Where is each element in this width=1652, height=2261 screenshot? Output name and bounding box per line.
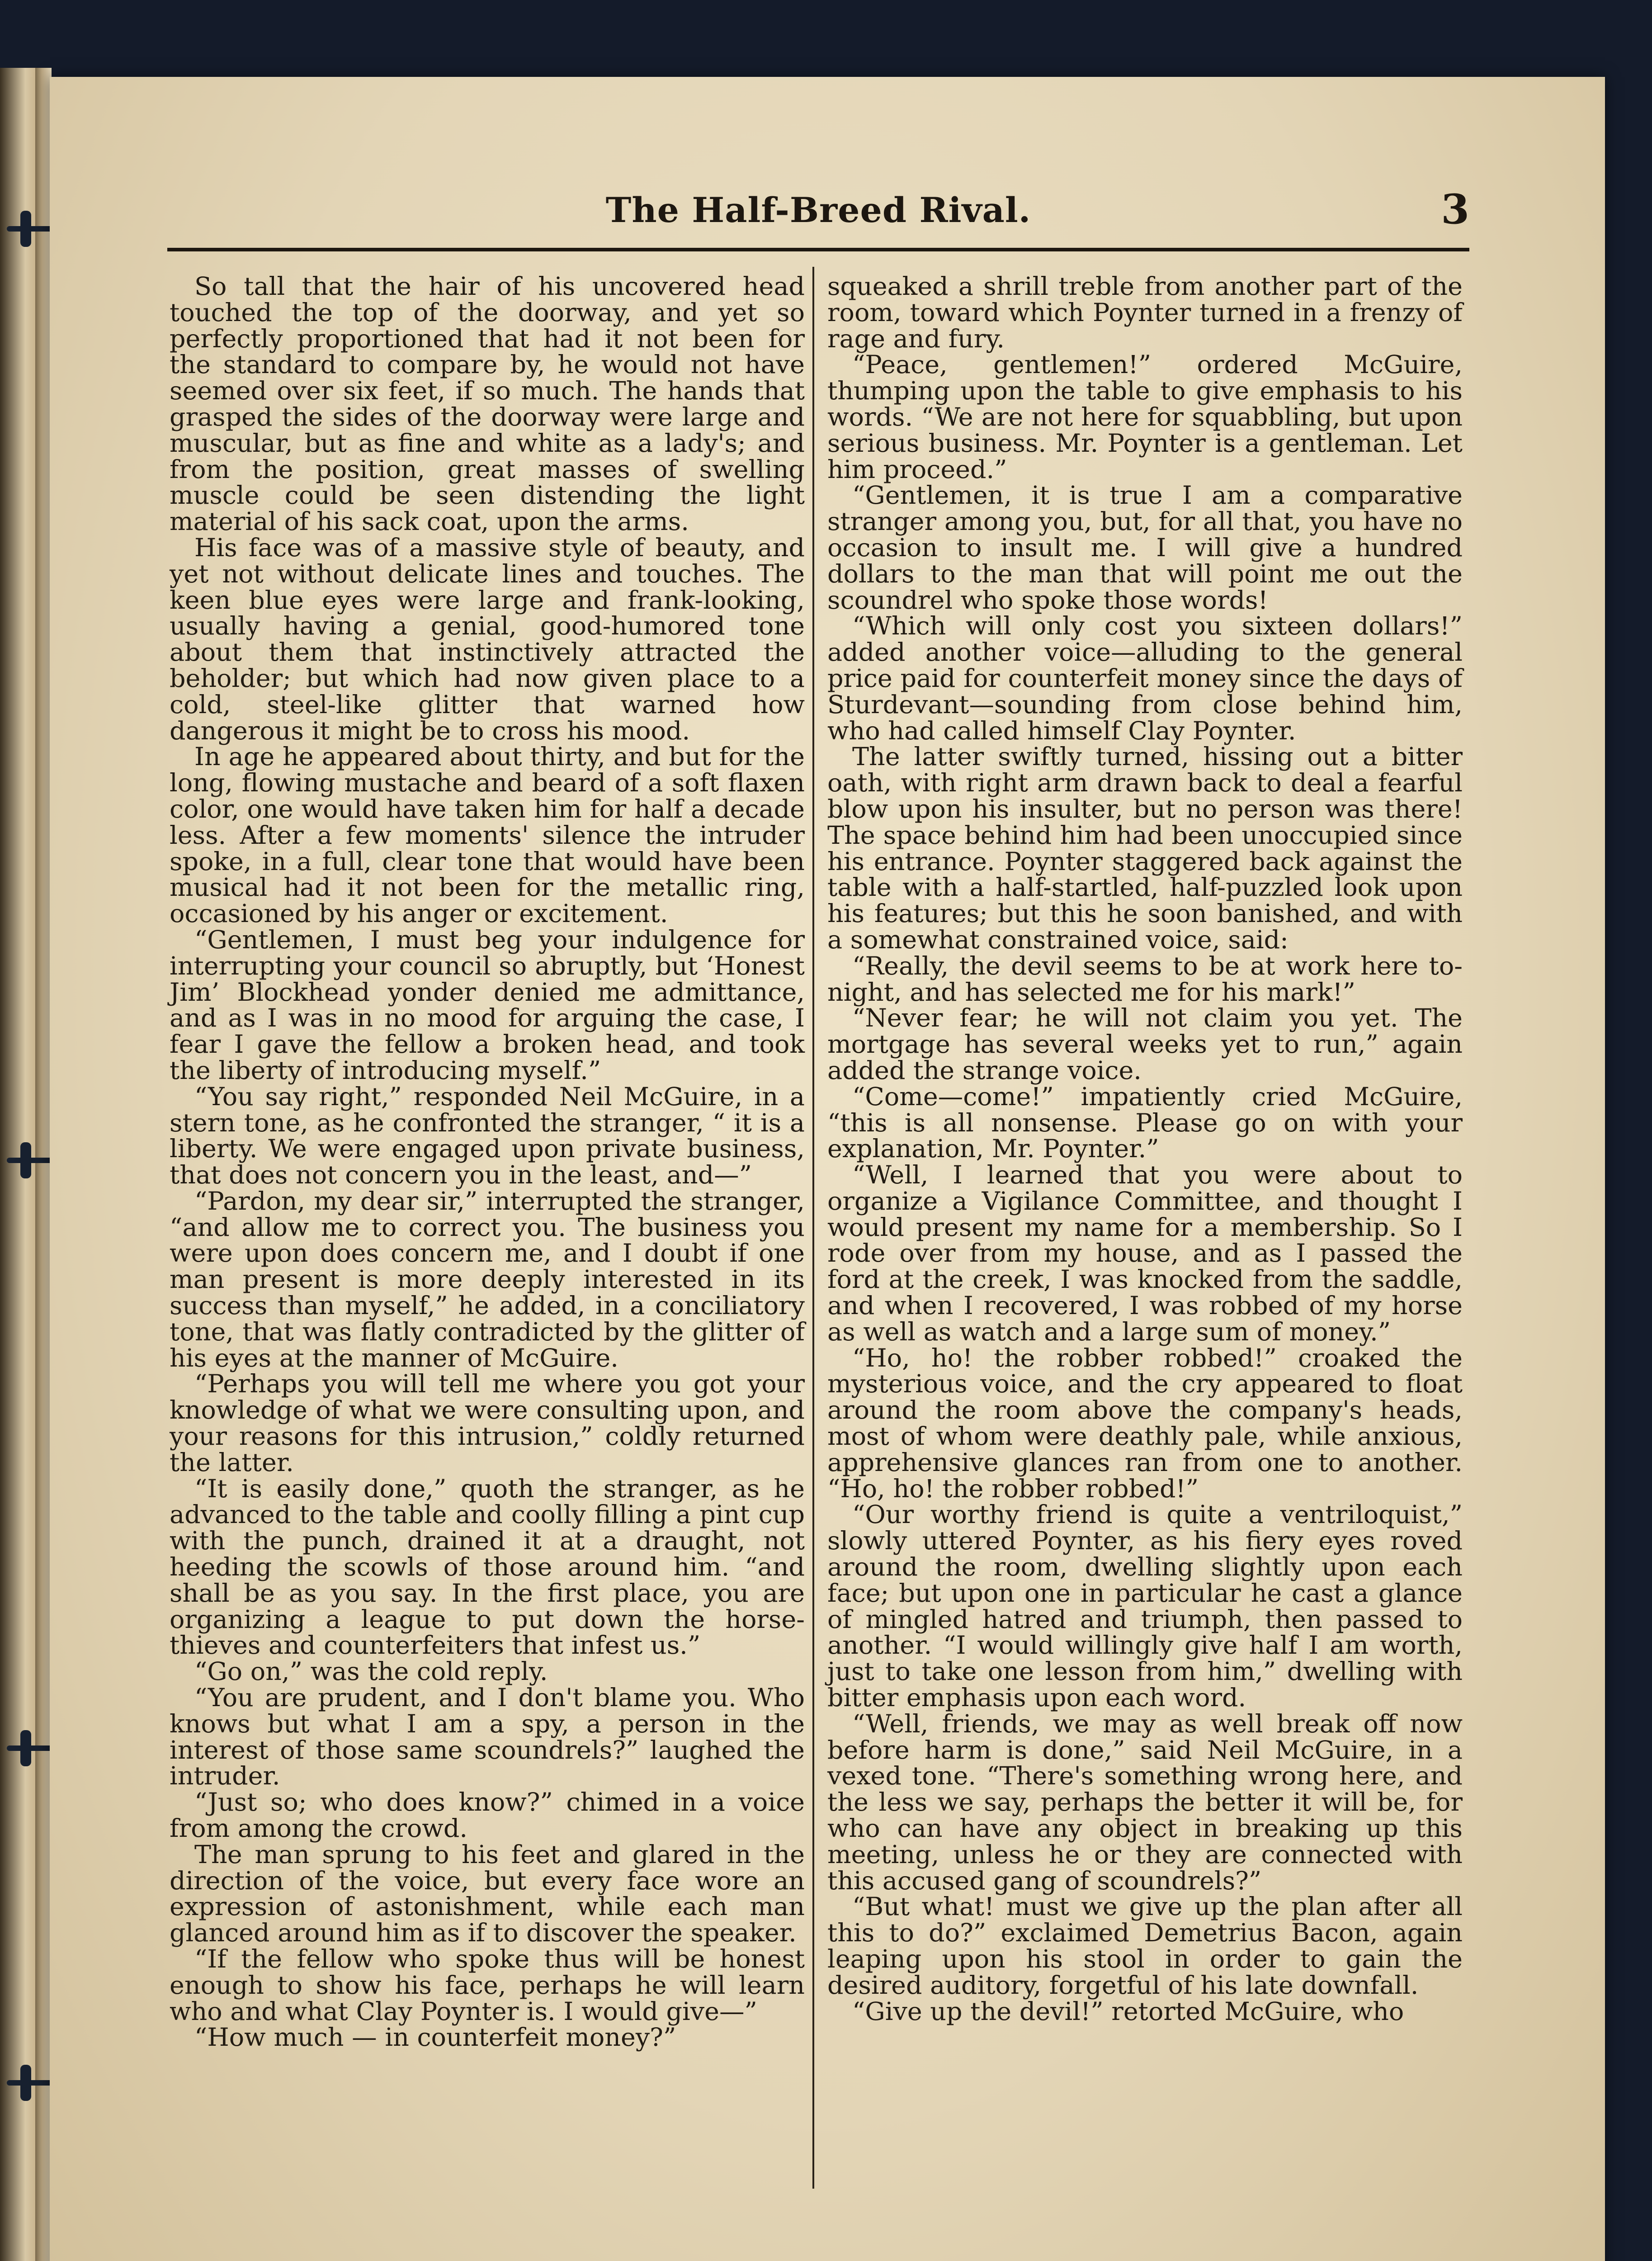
header-rule xyxy=(167,248,1469,251)
paragraph: “How much — in counterfeit money?” xyxy=(194,2023,676,2053)
binding-stitch xyxy=(7,1158,52,1163)
paragraph: “Pardon, my dear sir,” interrupted the stranger, “and allow me to correct you. The business you were upon does concern me, and I doubt if one man present is more deeply interested in its success than myself,” he added, in a conciliatory tone, that was flatly contradicted by the glitter of his eyes at the manner of McGuire. xyxy=(170,1186,805,1373)
binding-stitch xyxy=(7,226,52,232)
running-title: The Half-Breed Rival. xyxy=(605,190,1031,230)
paragraph: “You are prudent, and I don't blame you. Who knows but what I am a spy, a person in the interest of those same scoundrels?” laughed the intruder. xyxy=(170,1683,805,1791)
paragraph: “Go on,” was the cold reply. xyxy=(194,1657,548,1687)
right-column xyxy=(827,274,1463,2024)
paragraph: “Perhaps you will tell me where you got your knowledge of what we were consulting upon, and your reasons for this intrusion,” coldly returned the latter. xyxy=(170,1369,805,1477)
paragraph: The latter swiftly turned, hissing out a bitter oath, with right arm drawn back to deal a fearful blow upon his insulter, but no person was there! The space behind him had been unoccupied since his entrance. Poynter staggered back against the table with a half-startled, half-puzzled look upon his features; but this he soon banished, and with a somewhat constrained voice, said: xyxy=(827,742,1463,955)
paragraph: “Really, the devil seems to be at work here to-night, and has selected me for his mark!” xyxy=(827,951,1463,1007)
paragraph: His face was of a massive style of beauty, and yet not without delicate lines and touches. The keen blue eyes were large and frank-looking, usually having a genial, good-humored tone about them that instinctively attracted the beholder; but which had now given place to a cold, steel-like glitter that warned how dangerous it might be to cross his mood. xyxy=(170,533,805,746)
paragraph: “If the fellow who spoke thus will be honest enough to show his face, perhaps he will learn who and what Clay Poynter is. I would give—” xyxy=(170,1944,805,2026)
page-header xyxy=(167,181,1469,249)
paragraph: “Never fear; he will not claim you yet. The mortgage has several weeks yet to run,” again added the strange voice. xyxy=(827,1003,1463,1085)
paragraph: “You say right,” responded Neil McGuire, in a stern tone, as he confronted the stranger, “ it is a liberty. We were engaged upon private business, that does not concern you in the least, and—” xyxy=(170,1082,805,1190)
paragraph: “Peace, gentlemen!” ordered McGuire, thumping upon the table to give emphasis to his words. “We are not here for squabbling, but upon serious business. Mr. Poynter is a gentleman. Let him proceed.” xyxy=(827,350,1463,484)
column-rule xyxy=(812,267,814,2189)
paragraph: “Gentlemen, I must beg your indulgence for interrupting your council so abruptly, but ‘Honest Jim’ Blockhead yonder denied me admittance, and as I was in no mood for arguing the case, I fear I gave the fellow a broken head, and took the liberty of introducing myself.” xyxy=(170,925,805,1085)
paragraph: “Just so; who does know?” chimed in a voice from among the crowd. xyxy=(170,1788,805,1844)
paragraph: “But what! must we give up the plan after all this to do?” exclaimed Demetrius Bacon, again leaping upon his stool in order to gain the desired auditory, forgetful of his late downfall. xyxy=(827,1892,1463,2000)
paragraph: “It is easily done,” quoth the stranger, as he advanced to the table and coolly filling a pint cup with the punch, drained it at a draught, not heeding the scowls of those around him. “and shall be as you say. In the first place, you are organizing a league to put down the horse-thieves and counterfeiters that infest us.” xyxy=(170,1474,805,1660)
page-number: 3 xyxy=(1441,185,1469,233)
paragraph: In age he appeared about thirty, and but for the long, flowing mustache and beard of a soft flaxen color, one would have taken him for half a decade less. After a few moments' silence the intruder spoke, in a full, clear tone that would have been musical had it not been for the metallic ring, occasioned by his anger or excitement. xyxy=(170,742,805,929)
binding-spine xyxy=(35,68,52,2261)
binding-stitch xyxy=(7,2080,52,2086)
paragraph: The man sprung to his feet and glared in the direction of the voice, but every face wore an expression of astonishment, while each man glanced around him as if to discover the speaker. xyxy=(170,1840,805,1948)
paragraph: “Which will only cost you sixteen dollars!” added another voice—alluding to the general price paid for counterfeit money since the days of Sturdevant—sounding from close behind him, who had called himself Clay Poynter. xyxy=(827,611,1463,746)
left-column xyxy=(170,274,805,2051)
paragraph: “Gentlemen, it is true I am a comparative stranger among you, but, for all that, you have no occasion to insult me. I will give a hundred dollars to the man that will point me out the scoundrel who spoke those words! xyxy=(827,481,1463,615)
paragraph: “Well, friends, we may as well break off now before harm is done,” said Neil McGuire, in a vexed tone. “There's something wrong here, and the less we say, perhaps the better it will be, for who can have any object in breaking up this meeting, unless he or they are connected with this accused gang of scoundrels?” xyxy=(827,1709,1463,1896)
paragraph: squeaked a shrill treble from another part of the room, toward which Poynter turned in a frenzy of rage and fury. xyxy=(827,272,1463,354)
paragraph: So tall that the hair of his uncovered head touched the top of the doorway, and yet so perfectly proportioned that had it not been for the standard to compare by, he would not have seemed over six feet, if so much. The hands that grasped the sides of the doorway were large and muscular, but as fine and white as a lady's; and from the position, great masses of swelling muscle could be seen distending the light material of his sack coat, upon the arms. xyxy=(170,272,805,537)
paragraph: “Well, I learned that you were about to organize a Vigilance Committee, and thought I would present my name for a membership. So I rode over from my house, and as I passed the ford at the creek, I was knocked from the saddle, and when I recovered, I was robbed of my horse as well as watch and a large sum of money.” xyxy=(827,1160,1463,1347)
paragraph: “Our worthy friend is quite a ventriloquist,” slowly uttered Poynter, as his fiery eyes roved around the room, dwelling slightly upon each face; but upon one in particular he cast a glance of mingled hatred and triumph, then passed to another. “I would willingly give half I am worth, just to take one lesson from him,” dwelling with bitter emphasis upon each word. xyxy=(827,1500,1463,1713)
paragraph: “Ho, ho! the robber robbed!” croaked the mysterious voice, and the cry appeared to float around the room above the company's heads, most of whom were deathly pale, while anxious, apprehensive glances ran from one to another. “Ho, ho! the robber robbed!” xyxy=(827,1343,1463,1504)
paragraph: “Come—come!” impatiently cried McGuire, “this is all nonsense. Please go on with your explanation, Mr. Poynter.” xyxy=(827,1082,1463,1164)
binding-stitch xyxy=(7,1745,52,1751)
paragraph: “Give up the devil!” retorted McGuire, who xyxy=(852,1996,1404,2026)
